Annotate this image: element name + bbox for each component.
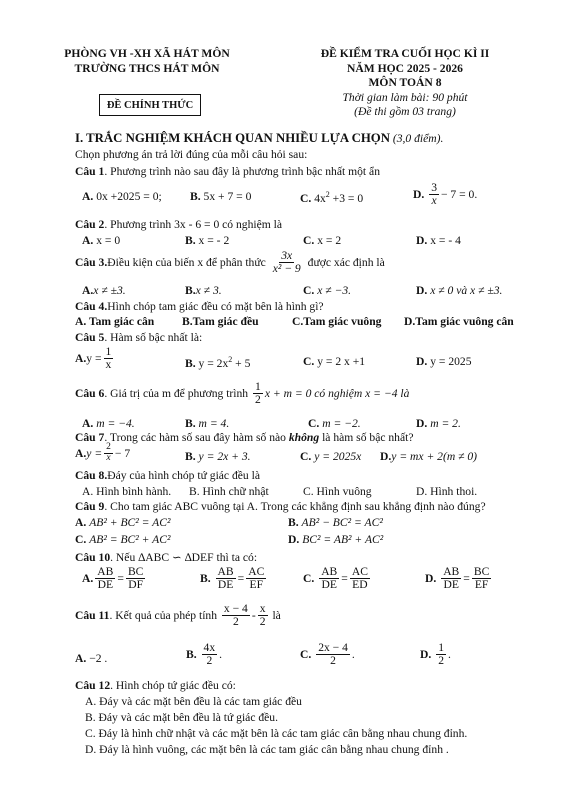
q10-option-a[interactable]: A. $\frac{AB}{DE}$ = $\frac{BC}{DF}$ bbox=[82, 565, 144, 592]
section-1-title: I. TRẮC NGHIỆM KHÁCH QUAN NHIỀU LỰA CHỌN (3,0 điểm). bbox=[75, 131, 444, 145]
q4-option-d[interactable]: D.Tam giác vuông cân bbox=[404, 315, 514, 328]
question-11: Câu 11 . Kết quả của phép tính $\frac{x - 4}{2}$ - $\frac{x}{2}$ là bbox=[75, 602, 281, 629]
school-year: NĂM HỌC 2025 - 2026 bbox=[347, 62, 463, 75]
q2-option-a[interactable]: A. x = 0 bbox=[82, 234, 121, 247]
q10-option-c[interactable]: C. $\frac{AB}{DE}$ = $\frac{AC}{ED}$ bbox=[303, 565, 368, 592]
subject: MÔN TOÁN 8 bbox=[368, 76, 442, 89]
official-exam-box: ĐỀ CHÍNH THỨC bbox=[99, 94, 201, 116]
q1-option-c[interactable]: C. $4x^2 +3 = 0$ bbox=[300, 190, 364, 205]
q12-option-c[interactable]: C. Đáy là hình chữ nhật và các mặt bên là các tam giác cân bằng nhau chung đỉnh. bbox=[85, 727, 468, 740]
q9-option-a[interactable]: A. AB² + BC² = AC² bbox=[75, 516, 171, 529]
q3-option-b[interactable]: B.x ≠ 3. bbox=[185, 284, 222, 297]
q11-option-c[interactable]: C. $\frac{2x - 4}{2}$ . bbox=[300, 641, 355, 668]
q5-option-d[interactable]: D. y = 2025 bbox=[416, 355, 472, 368]
q8-option-b[interactable]: B. Hình chữ nhật bbox=[189, 485, 269, 498]
q1-option-a[interactable]: A. 0x +2025 = 0; bbox=[82, 190, 162, 203]
question-5: Câu 5. Hàm số bậc nhất là: bbox=[75, 331, 203, 344]
q9-option-d[interactable]: D. BC² = AB² + AC² bbox=[288, 533, 384, 546]
q7-option-c[interactable]: C. y = 2025x bbox=[300, 450, 362, 463]
q11-option-b[interactable]: B. $\frac{4x}{2}$ . bbox=[186, 641, 223, 668]
q12-option-d[interactable]: D. Đáy là hình vuông, các mặt bên là các tam giác cân bằng nhau chung đỉnh . bbox=[85, 743, 449, 756]
q3-option-d[interactable]: D. x ≠ 0 và x ≠ ±3. bbox=[416, 284, 503, 297]
q8-option-d[interactable]: D. Hình thoi. bbox=[416, 485, 478, 498]
q6-option-d[interactable]: D. m = 2. bbox=[416, 417, 461, 430]
question-12: Câu 12. Hình chóp tứ giác đều có: bbox=[75, 679, 236, 692]
q2-option-b[interactable]: B. x = - 2 bbox=[185, 234, 230, 247]
section-1-instruction: Chọn phương án trả lời đúng của mỗi câu hỏi sau: bbox=[75, 148, 308, 161]
q7-option-b[interactable]: B. y = 2x + 3. bbox=[185, 450, 251, 463]
q4-option-a[interactable]: A. Tam giác cân bbox=[75, 315, 155, 328]
q2-option-c[interactable]: C. x = 2 bbox=[303, 234, 342, 247]
q9-option-c[interactable]: C. AB² = BC² + AC² bbox=[75, 533, 171, 546]
question-9: Câu 9. Cho tam giác ABC vuông tại A. Trong các khẳng định sau khẳng định nào đúng? bbox=[75, 500, 486, 513]
q6-option-a[interactable]: A. m = −4. bbox=[82, 417, 135, 430]
q8-option-a[interactable]: A. Hình bình hành. bbox=[82, 485, 172, 498]
q4-option-c[interactable]: C.Tam giác vuông bbox=[292, 315, 382, 328]
q3-option-c[interactable]: C. x ≠ −3. bbox=[303, 284, 352, 297]
q7-option-d[interactable]: D.y = mx + 2(m ≠ 0) bbox=[380, 450, 478, 463]
q6-option-c[interactable]: C. m = −2. bbox=[308, 417, 361, 430]
q3-option-a[interactable]: A.x ≠ ±3. bbox=[82, 284, 126, 297]
question-7: Câu 7. Trong các hàm số sau đây hàm số nào không là hàm số bậc nhất? bbox=[75, 431, 414, 444]
q1-option-b[interactable]: B. 5x + 7 = 0 bbox=[190, 190, 252, 203]
q2-option-d[interactable]: D. x = - 4 bbox=[416, 234, 461, 247]
question-3: Câu 3. Điều kiện của biến x để phân thức $\frac{3x}{\text{x² − 9}}$ được xác định là bbox=[75, 249, 385, 276]
question-6: Câu 6 . Giá trị của m để phương trình $\frac{1}{2}$ x + m = 0 có nghiệm x = −4 là bbox=[75, 380, 410, 407]
q9-option-b[interactable]: B. AB² − BC² = AC² bbox=[288, 516, 383, 529]
question-4: Câu 4.Hình chóp tam giác đều có mặt bên là hình gì? bbox=[75, 300, 324, 313]
q11-option-d[interactable]: D. $\frac{1}{2}$ . bbox=[420, 641, 451, 668]
q12-option-a[interactable]: A. Đáy và các mặt bên đều là các tam giác đều bbox=[85, 695, 302, 708]
q4-option-b[interactable]: B.Tam giác đều bbox=[182, 315, 259, 328]
q1-option-d[interactable]: D. $\frac{3}{x}$ − 7 = 0. bbox=[413, 181, 478, 208]
question-8: Câu 8.Đáy của hình chóp tứ giác đều là bbox=[75, 469, 260, 482]
question-2: Câu 2. Phương trình 3x - 6 = 0 có nghiệm là bbox=[75, 218, 283, 231]
q5-option-c[interactable]: C. y = 2 x +1 bbox=[303, 355, 366, 368]
exam-pages: (Đề thi gồm 03 trang) bbox=[354, 105, 456, 118]
q6-option-b[interactable]: B. m = 4. bbox=[185, 417, 230, 430]
q5-option-a[interactable]: A. y = $\frac{1}{x}$ bbox=[75, 345, 112, 372]
department-name: PHÒNG VH -XH XÃ HÁT MÔN bbox=[64, 47, 230, 60]
q8-option-c[interactable]: C. Hình vuông bbox=[303, 485, 372, 498]
school-name: TRƯỜNG THCS HÁT MÔN bbox=[74, 62, 220, 75]
q12-option-b[interactable]: B. Đáy và các mặt bên đều là tứ giác đều. bbox=[85, 711, 278, 724]
exam-time: Thời gian làm bài: 90 phút bbox=[342, 91, 468, 104]
question-1: Câu 1. Phương trình nào sau đây là phương trình bậc nhất một ẩn bbox=[75, 165, 380, 178]
question-10: Câu 10. Nếu ∆ABC ∽ ∆DEF thì ta có: bbox=[75, 551, 258, 564]
q5-option-b[interactable]: B. $y = 2x^2 + 5$ bbox=[185, 355, 251, 370]
q10-option-d[interactable]: D. $\frac{AB}{DE}$ = $\frac{BC}{EF}$ bbox=[425, 565, 490, 592]
q7-option-a[interactable]: A. y = $\frac{2}{x}$ − 7 bbox=[75, 442, 131, 463]
exam-title: ĐỀ KIỂM TRA CUỐI HỌC KÌ II bbox=[320, 47, 490, 60]
q11-option-a[interactable]: A. −2 . bbox=[75, 652, 108, 665]
q10-option-b[interactable]: B. $\frac{AB}{DE}$ = $\frac{AC}{EF}$ bbox=[200, 565, 265, 592]
